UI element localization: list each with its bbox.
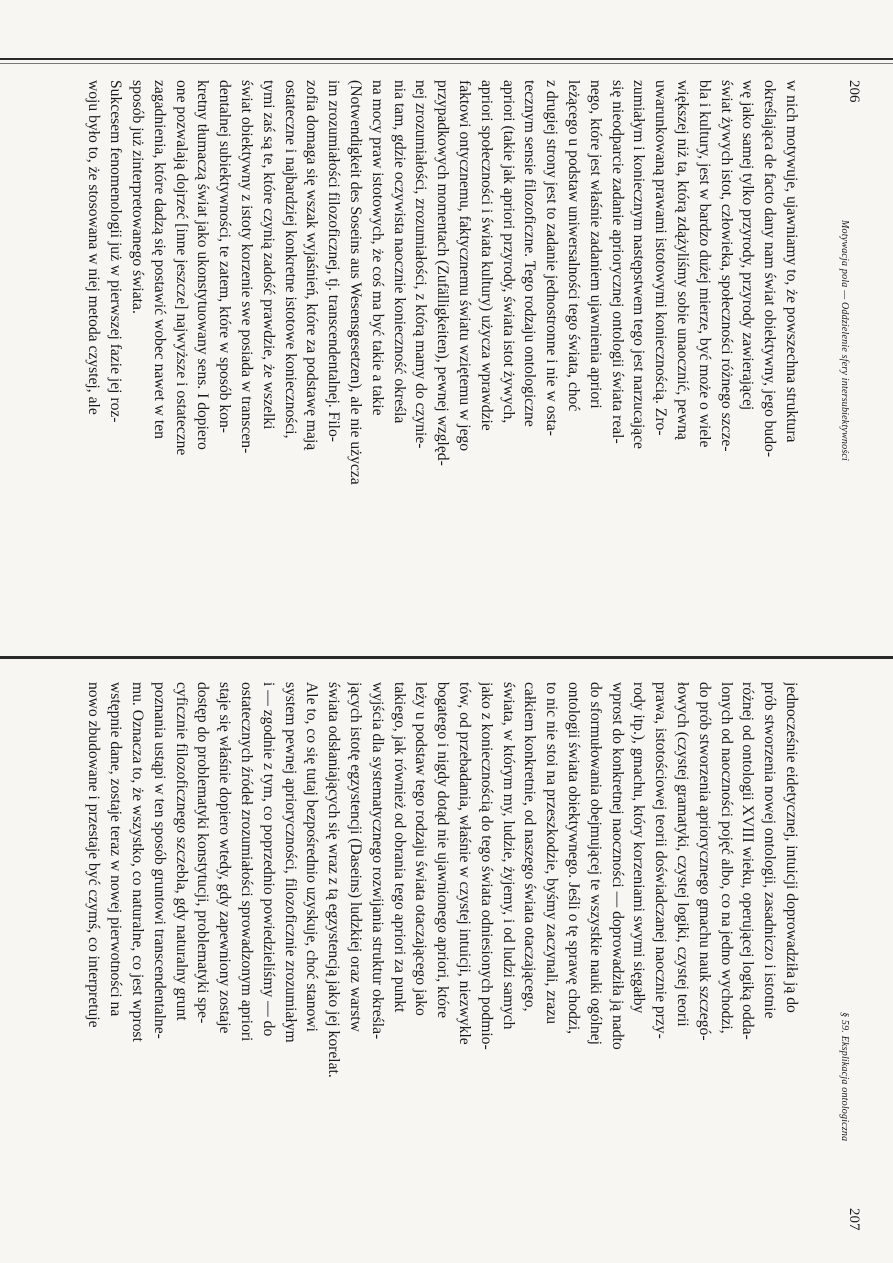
text-line: na mocy praw istotowych, że coś ma być takie a takie <box>368 80 386 416</box>
text-line: w nich motywuje, ujawniamy to, że powszechna struktura <box>783 80 800 443</box>
text-line: staje się właśnie dopiero wtedy, gdy zapewniony zostaje <box>216 682 234 1034</box>
text-line: apriori (takie jak apriori przyrody, świata istot żywych, <box>499 80 517 424</box>
text-line: do sformułowania obejmującej te wszystkie nauki ogólnej <box>586 682 604 1045</box>
text-line: ontologii świata obiektywnego. Jeśli o tę sprawę chodzi, <box>565 682 583 1035</box>
body-text <box>83 682 802 1232</box>
text-line: i — zgodnie z tym, co poprzednio powiedzieliśmy — do <box>259 682 277 1037</box>
text-line: ostateczne i najbardziej konkretne istotowe konieczności, <box>281 80 299 439</box>
text-line: świata, w którym my, ludzie, żyjemy, i od ludzi samych <box>499 682 517 1030</box>
scan-artifact-line <box>0 58 893 60</box>
text-line: świata odsłaniających się wraz z tą egzystencją jako jej korelat. <box>325 682 343 1078</box>
text-line: większej niż ta, którą zdążyliśmy sobie unaocznić, pewną <box>674 80 692 440</box>
text-line: określająca de facto dany nam świat obiektywny, jego budo- <box>761 80 779 458</box>
text-line: wyjścia dla systematycznego rozwijania struktur określa- <box>368 682 386 1040</box>
text-line: to nic nie stoi na przeszkodzie, byśmy zaczynali, zrazu <box>543 682 561 1025</box>
text-line: się nieodparcie zadanie apriorycznej ontologii świata real- <box>608 80 626 444</box>
running-head: Motywacja pola — Oddzielenie sfery intersubiektywności <box>839 220 850 462</box>
text-line: zumiałym i koniecznym następstwem tego jest narzucające <box>630 80 648 449</box>
page-207 <box>0 682 893 1242</box>
text-line: wstępnie dane, zostaje teraz w nowej pierwotności na <box>107 682 125 1017</box>
running-head: § 59. Eksplikacja ontologiczna <box>839 1012 850 1142</box>
text-line: świat żywych istot, człowieka, społeczności różnego szcze- <box>717 80 735 452</box>
text-line: dostęp do problematyki konstytucji, problematyki spe- <box>194 682 212 1024</box>
text-line: tecznym sensie filozoficzne. Tego rodzaju ontologiczne <box>521 80 539 427</box>
text-line: wę jako samej tylko przyrody, przyrody zawierającej <box>739 80 757 411</box>
text-line: z drugiej strony jest to zadanie jednostronne i nie w osta- <box>543 80 561 436</box>
text-line: mu. Oznacza to, że wszystko, co naturalne, co jest wprost <box>129 682 147 1042</box>
text-line: apriori społeczności i świata kultury) użycza wprawdzie <box>477 80 495 431</box>
text-line: prób stworzenia nowej ontologii, zasadniczo i istotnie <box>761 682 779 1019</box>
text-line: całkiem konkretnie, od naszego świata otaczającego, <box>521 682 539 1012</box>
page-206 <box>0 80 893 635</box>
text-line: jących istotę egzystencji (Daseins) ludzkiej oraz warstw <box>347 682 365 1032</box>
text-line: one pozwalają dojrzeć [inne jeszcze] najwyższe i ostateczne <box>172 80 190 456</box>
text-line: faktowi ontycznemu, faktycznemu światu wziętemu w jego <box>456 80 474 452</box>
text-line: świat obiektywny z istoty korzenie swe posiada w transcen- <box>238 80 256 454</box>
text-line: wprost do konkretnej naoczności — doprowadziła ją nadto <box>608 682 626 1050</box>
text-line: prawa, istotościowej teorii doświadczanej naocznie przy- <box>652 682 670 1039</box>
text-line: woju było to, że stosowana w niej metoda czystej, ale <box>85 80 103 415</box>
text-line: nowo zbudowane i przestaje być czymś, co interpretuje <box>85 682 103 1028</box>
text-line: nego, które jest właśnie zadaniem ujawnienia apriori <box>586 80 604 409</box>
scan-artifact-line <box>0 63 893 64</box>
text-line: kretny tłumaczą świat jako ukonstytuowany sens. I dopiero <box>194 80 212 450</box>
text-line: leżącego u podstaw uniwersalności tego świata, choć <box>565 80 583 412</box>
text-line: Ale to, co się tutaj bezpośrednio uzyskuje, choć stanowi <box>303 682 321 1032</box>
text-line: system pewnej aprioryczności, filozoficznie zrozumiałym <box>281 682 299 1043</box>
text-line: do prób stworzenia apriorycznego gmachu nauk szczegó- <box>695 682 713 1041</box>
text-line: nia tam, gdzie oczywista naocznie konieczność określa <box>390 80 408 424</box>
scan-gutter-line <box>0 656 893 659</box>
text-line: tów, od przebadania, właśnie w czystej intuicji, niezwykle <box>456 682 474 1045</box>
text-line: poznania ustąpi w ten sposób gruntowi transcendentalne- <box>150 682 168 1039</box>
text-line: różnej od ontologii XVIII wieku, operującej logiką odda- <box>739 682 757 1040</box>
text-line: przypadkowych momentach (Zufälligkeiten), pewnej względ- <box>434 80 452 466</box>
text-line: zagadnienia, które dadzą się postawić wobec nawet w ten <box>150 80 168 439</box>
text-line: bla i kultury, jest w bardzo dużej mierze, być może o wiele <box>695 80 713 448</box>
text-line: leży u podstaw tego rodzaju świata otaczającego jako <box>412 682 430 1016</box>
text-line: ostatecznych źródeł zrozumiałości sprowadzonym apriori <box>238 682 256 1042</box>
text-line: (Notwendigkeit des Soseins aus Wesensgesetzen), ale nie użycza <box>347 80 365 485</box>
text-line: jednocześnie eidetycznej, intuicji doprowadziła ją do <box>783 682 800 1013</box>
text-line: dentalnej subiektywności, te zatem, które w sposób kon- <box>216 80 234 433</box>
body-text <box>83 80 802 600</box>
text-line: rody itp.), gmachu, który korzeniami swymi sięgałby <box>630 682 648 1014</box>
text-line: jako z koniecznością do tego świata odniesionych podmio- <box>477 682 495 1050</box>
text-line: takiego, jak również od obrania tego apriori za punkt <box>390 682 408 1013</box>
page-number: 206 <box>846 80 862 103</box>
text-line: zofia domaga się wszak wyjaśnień, które za podstawę mają <box>303 80 321 451</box>
text-line: lonych od naoczności pojęć albo, co na jedno wychodzi, <box>717 682 735 1034</box>
text-line: bogatego i nigdy dotąd nie ujawnionego apriori, które <box>434 682 452 1019</box>
text-line: im zrozumiałości filozoficznej, tj. transcendentalnej. Filo- <box>325 80 343 442</box>
text-line: tymi zaś są te, które czynią zadość prawdzie, że wszelki <box>259 80 277 430</box>
text-line: uwarunkowaną prawami istotowymi koniecznością. Zro- <box>652 80 670 436</box>
text-line: cyficznie filozoficznego szczebla, gdy naturalny grunt <box>172 682 190 1021</box>
text-line: sposób już zinterpretowanego świata. <box>129 80 147 314</box>
text-line: Sukcesem fenomenologii już w pierwszej fazie jej roz- <box>107 80 125 423</box>
page-number: 207 <box>846 1208 862 1231</box>
text-line: łowych (czystej gramatyki, czystej logiki, czystej teorii <box>674 682 692 1027</box>
text-line: nej zrozumiałości, zrozumiałości, z którą mamy do czynie- <box>412 80 430 449</box>
